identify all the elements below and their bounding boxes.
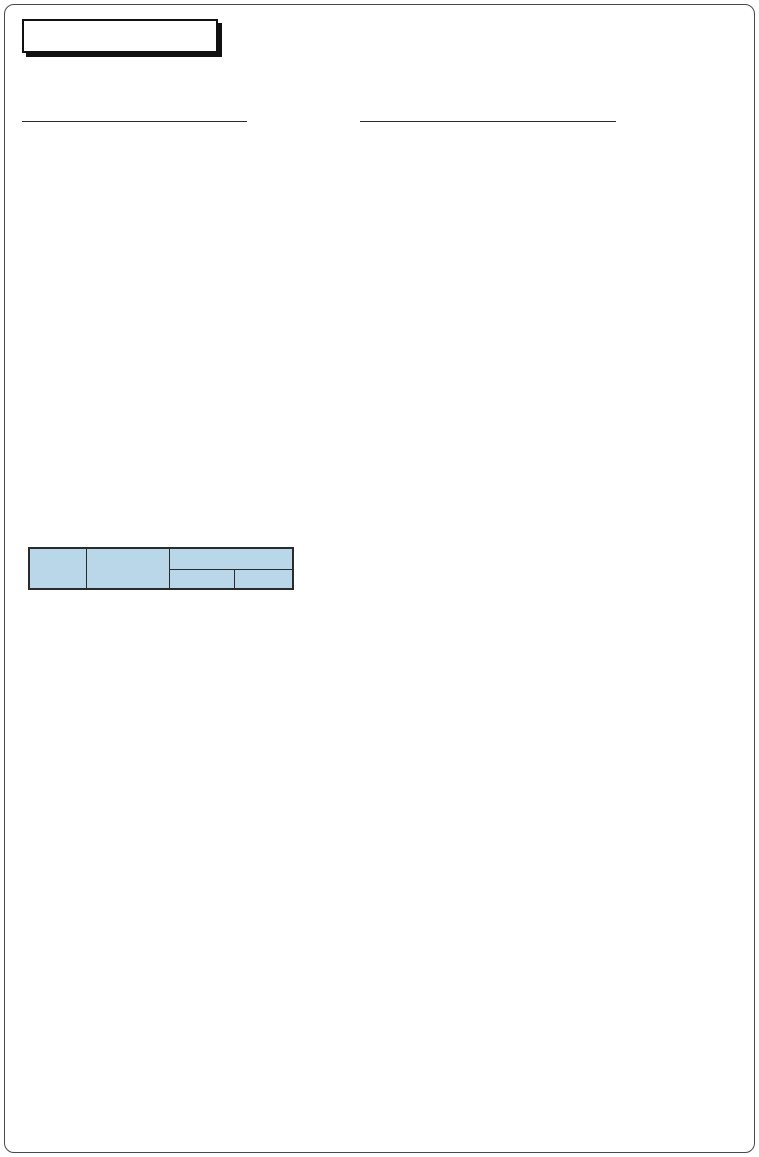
col-header-maxflow: [169, 548, 293, 570]
page-title-box: [22, 19, 218, 53]
col-header-60hz: [234, 570, 293, 590]
code-underline: [22, 121, 247, 122]
col-header-model: [29, 548, 86, 589]
motor-selection-chart: [20, 690, 450, 995]
selection-method-panel: [465, 663, 750, 669]
col-header-pressure: [86, 548, 169, 589]
col-header-50hz: [169, 570, 234, 590]
code-underline: [360, 121, 616, 122]
spec-table: [28, 547, 294, 590]
